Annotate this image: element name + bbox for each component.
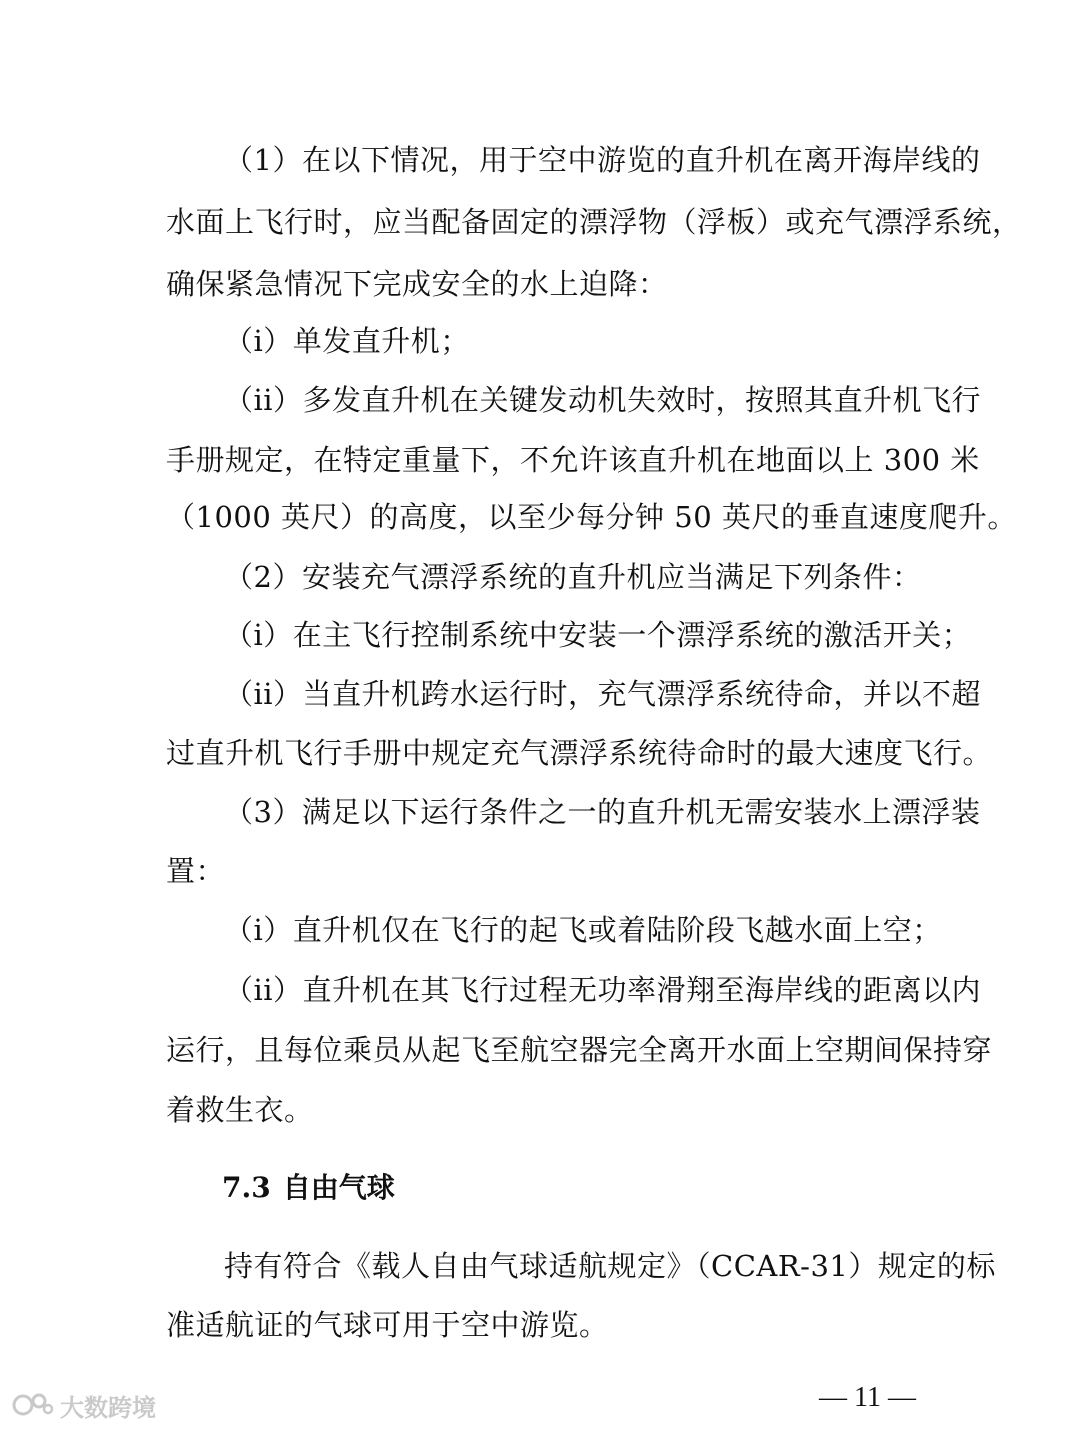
section-number: 7.3 [222, 1171, 271, 1204]
paragraph-line: 准适航证的气球可用于空中游览。 [166, 1308, 609, 1342]
list-item-line: （i）单发直升机； [224, 324, 470, 358]
watermark [12, 1388, 156, 1422]
list-item-line: （i）直升机仅在飞行的起飞或着陆阶段飞越水面上空； [224, 913, 942, 947]
page-number: — 11 — [819, 1382, 916, 1413]
list-item-line: （ii）当直升机跨水运行时，充气漂浮系统待命，并以不超 [224, 677, 982, 711]
watermark-text: 大数跨境 [60, 1393, 156, 1422]
section-heading [222, 1168, 395, 1208]
list-item-line: 过直升机飞行手册中规定充气漂浮系统待命时的最大速度飞行。 [166, 736, 993, 770]
paragraph-line: （3）满足以下运行条件之一的直升机无需安装水上漂浮装 [224, 795, 981, 829]
list-item-line: 着救生衣。 [166, 1093, 314, 1127]
paragraph-line: （1）在以下情况，用于空中游览的直升机在离开海岸线的 [224, 143, 981, 177]
list-item-line: （ii）多发直升机在关键发动机失效时，按照其直升机飞行 [224, 383, 982, 417]
brand-logo-icon [12, 1390, 54, 1420]
list-item-line: （ii）直升机在其飞行过程无功率滑翔至海岸线的距离以内 [224, 973, 982, 1007]
paragraph-line: 持有符合《载人自由气球适航规定》（CCAR-31）规定的标 [224, 1249, 996, 1283]
list-item-line: 运行，且每位乘员从起飞至航空器完全离开水面上空期间保持穿 [166, 1033, 993, 1067]
paragraph-line: 确保紧急情况下完成安全的水上迫降： [166, 267, 668, 301]
list-item-line: （1000 英尺）的高度，以至少每分钟 50 英尺的垂直速度爬升。 [166, 500, 1017, 534]
paragraph-line: 水面上飞行时，应当配备固定的漂浮物（浮板）或充气漂浮系统， [166, 205, 1022, 239]
paragraph-line: 置： [166, 854, 226, 888]
paragraph-line: （2）安装充气漂浮系统的直升机应当满足下列条件： [224, 560, 922, 594]
section-title: 自由气球 [282, 1171, 395, 1204]
list-item-line: （i）在主飞行控制系统中安装一个漂浮系统的激活开关； [224, 618, 972, 652]
list-item-line: 手册规定，在特定重量下，不允许该直升机在地面以上 300 米 [166, 443, 980, 477]
